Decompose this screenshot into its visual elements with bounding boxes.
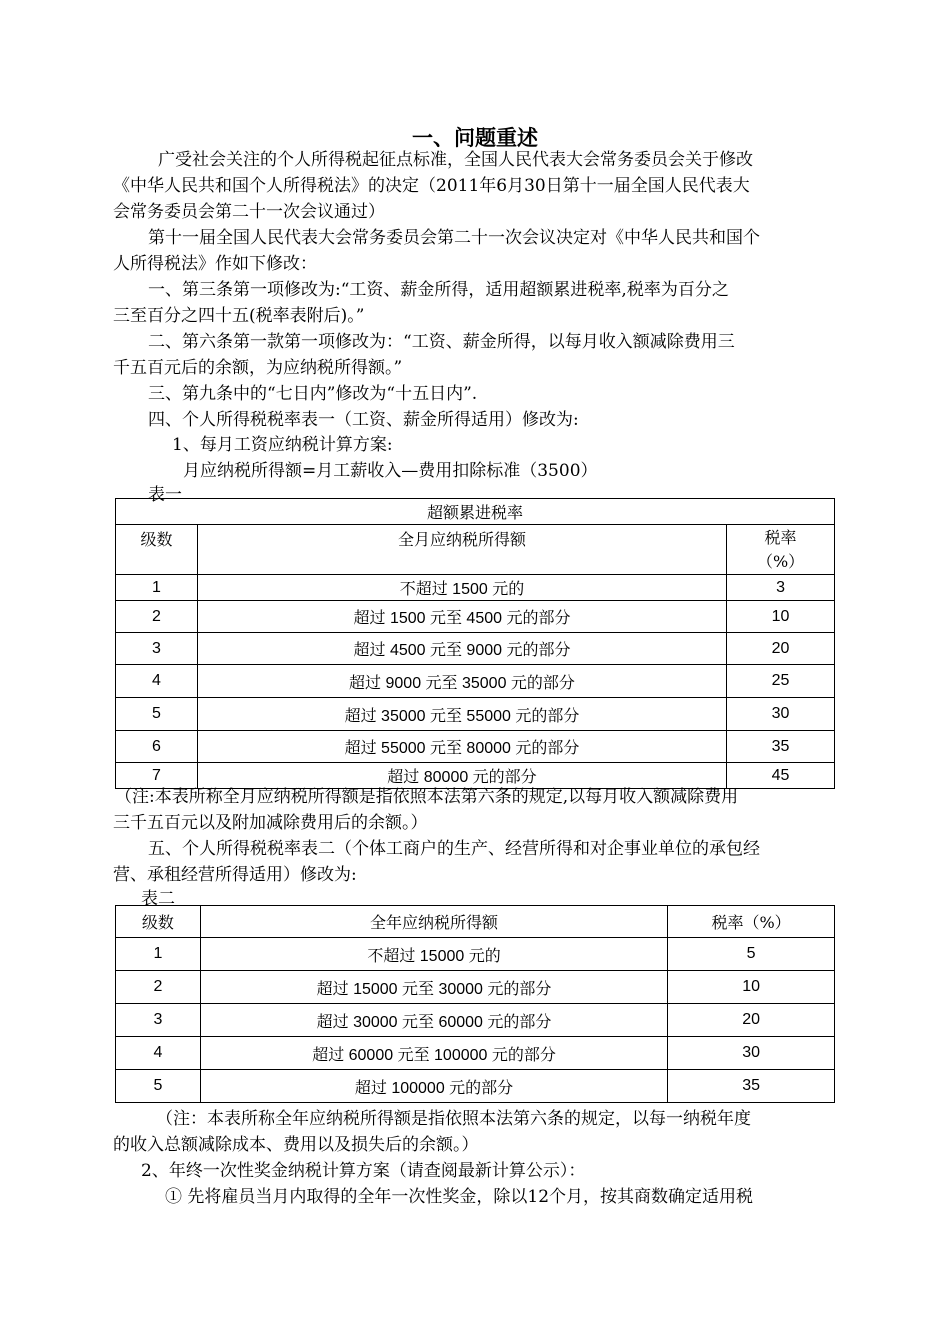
intro-line: 1、每月工资应纳税计算方案: <box>172 435 393 455</box>
rate-cell: 10 <box>668 971 835 1004</box>
level-cell: 2 <box>116 971 201 1004</box>
intro-line: 四、个人所得税税率表一（工资、薪金所得适用）修改为: <box>148 410 579 430</box>
header-income-range: 全月应纳税所得额 <box>197 525 726 575</box>
rate-cell: 45 <box>727 763 835 789</box>
table2-note: （注：本表所称全年应纳税所得额是指依照本法第六条的规定，以每一纳税年度 <box>156 1109 751 1129</box>
table-row <box>116 1037 835 1070</box>
level-cell: 5 <box>116 698 198 731</box>
rate-cell: 30 <box>727 698 835 731</box>
header-rate-label: 税率 <box>764 527 797 547</box>
table-row <box>116 1004 835 1037</box>
rate-cell: 3 <box>727 575 835 601</box>
rate-cell: 20 <box>668 1004 835 1037</box>
level-cell: 6 <box>116 731 198 763</box>
rate-cell: 35 <box>668 1070 835 1103</box>
intro-line: 二、第六条第一款第一项修改为：“工资、薪金所得，以每月收入额减除费用三 <box>148 332 735 352</box>
range-cell: 超过 35000 元至 55000 元的部分 <box>197 698 726 731</box>
rate-cell: 35 <box>727 731 835 763</box>
range-cell: 超过 30000 元至 60000 元的部分 <box>200 1004 667 1037</box>
level-cell: 4 <box>116 665 198 698</box>
range-cell: 超过 15000 元至 30000 元的部分 <box>200 971 667 1004</box>
table-row <box>116 601 835 633</box>
table2-note: 的收入总额减除成本、费用以及损失后的余额。） <box>113 1135 479 1155</box>
table-row <box>116 731 835 763</box>
level-cell: 4 <box>116 1037 201 1070</box>
header-level: 级数 <box>116 525 198 575</box>
intro-line: 第十一届全国人民代表大会常务委员会第二十一次会议决定对《中华人民共和国个 <box>148 228 760 248</box>
table-row <box>116 971 835 1004</box>
rate-cell: 20 <box>727 633 835 665</box>
body-line: 营、承租经营所得适用）修改为: <box>113 865 357 885</box>
range-cell: 超过 100000 元的部分 <box>200 1070 667 1103</box>
body-line: 五、个人所得税税率表二（个体工商户的生产、经营所得和对企事业单位的承包经 <box>148 839 760 859</box>
section-title: 一、问题重述 <box>412 126 538 150</box>
header-level: 级数 <box>116 906 201 938</box>
body-line: 2、年终一次性奖金纳税计算方案（请查阅最新计算公示）： <box>141 1161 586 1181</box>
level-cell: 5 <box>116 1070 201 1103</box>
intro-line: 会常务委员会第二十一次会议通过） <box>113 202 385 222</box>
table-row <box>116 1070 835 1103</box>
tax-rate-table-2 <box>115 905 835 1103</box>
formula-line: 月应纳税所得额=月工薪收入—费用扣除标准（3500） <box>183 461 598 481</box>
table-row <box>116 938 835 971</box>
header-rate <box>727 525 835 575</box>
rate-cell: 10 <box>727 601 835 633</box>
intro-line: 《中华人民共和国个人所得税法》的决定（2011年6月30日第十一届全国人民代表大 <box>113 176 750 196</box>
level-cell: 3 <box>116 633 198 665</box>
level-cell: 1 <box>116 575 198 601</box>
range-cell: 超过 9000 元至 35000 元的部分 <box>197 665 726 698</box>
intro-line: 千五百元后的余额，为应纳税所得额。” <box>113 358 403 378</box>
intro-line: 三至百分之四十五(税率表附后)。” <box>113 306 365 326</box>
range-cell: 超过 80000 元的部分 <box>197 763 726 789</box>
rate-cell: 5 <box>668 938 835 971</box>
level-cell: 7 <box>116 763 198 789</box>
table-row <box>116 633 835 665</box>
intro-line: 一、第三条第一项修改为:“工资、薪金所得，适用超额累进税率,税率为百分之 <box>148 280 729 300</box>
table-caption: 超额累进税率 <box>116 499 835 525</box>
range-cell: 超过 1500 元至 4500 元的部分 <box>197 601 726 633</box>
table1-note: 三千五百元以及附加减除费用后的余额。） <box>113 813 428 833</box>
level-cell: 2 <box>116 601 198 633</box>
header-income-range: 全年应纳税所得额 <box>200 906 667 938</box>
body-line: ① 先将雇员当月内取得的全年一次性奖金，除以12个月，按其商数确定适用税 <box>165 1187 754 1207</box>
table-row <box>116 698 835 731</box>
table-label: 表一 <box>148 485 182 505</box>
range-cell: 不超过 1500 元的 <box>197 575 726 601</box>
table-row <box>116 575 835 601</box>
rate-cell: 25 <box>727 665 835 698</box>
level-cell: 1 <box>116 938 201 971</box>
table-label: 表二 <box>141 889 175 909</box>
range-cell: 超过 4500 元至 9000 元的部分 <box>197 633 726 665</box>
header-rate-unit: （%） <box>756 551 805 571</box>
range-cell: 不超过 15000 元的 <box>200 938 667 971</box>
intro-line: 三、第九条中的“七日内”修改为“十五日内”. <box>148 384 478 404</box>
level-cell: 3 <box>116 1004 201 1037</box>
intro-line: 人所得税法》作如下修改： <box>113 254 317 274</box>
table-row <box>116 665 835 698</box>
header-rate: 税率（%） <box>668 906 835 938</box>
intro-line: 广受社会关注的个人所得税起征点标准，全国人民代表大会常务委员会关于修改 <box>158 150 753 170</box>
range-cell: 超过 55000 元至 80000 元的部分 <box>197 731 726 763</box>
range-cell: 超过 60000 元至 100000 元的部分 <box>200 1037 667 1070</box>
rate-cell: 30 <box>668 1037 835 1070</box>
tax-rate-table-1 <box>115 498 835 789</box>
table1-note: （注:本表所称全月应纳税所得额是指依照本法第六条的规定,以每月收入额减除费用 <box>115 787 739 807</box>
